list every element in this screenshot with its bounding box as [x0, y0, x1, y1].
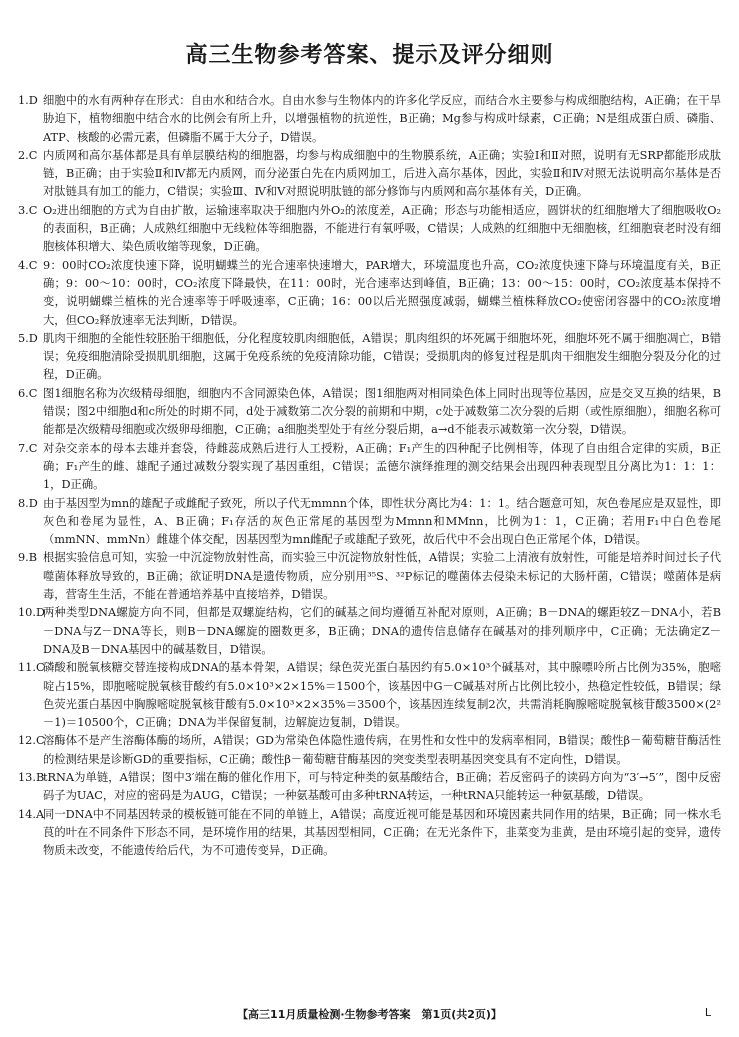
answer-number: 13.B	[18, 770, 45, 784]
footer-mark: L	[704, 1006, 711, 1019]
answer-number: 4.C	[18, 258, 38, 272]
answer-explanation: O₂进出细胞的方式为自由扩散，运输速率取决于细胞内外O₂的浓度差，A正确；形态与功能相适应，圆饼状的红细胞增大了细胞吸收O₂的表面积，B正确；人成熟红细胞中无线粒体等细胞器，不能进行有氧呼吸，C错误；人成熟的红细胞中无细胞核，红细胞衰老时没有细胞核体积增大、染色质收缩等现象，D正确。	[43, 203, 721, 254]
answer-number: 14.A	[18, 807, 45, 821]
page-title: 高三生物参考答案、提示及评分细则	[185, 43, 554, 68]
answer-explanation: 两种类型DNA螺旋方向不同，但都是双螺旋结构，它们的碱基之间均遵循互补配对原则，A正确；B－DNA的螺距较Z－DNA小，若B－DNA与Z－DNA等长，则B－DNA螺旋的圈数更多，B正确；DNA的遗传信息储存在碱基对的排列顺序中，C正确；无法确定Z－DNA及B－DNA基因中的碱基数目，D错误。	[43, 606, 721, 656]
answer-number: 9.B	[18, 551, 38, 565]
answer-explanation: 内质网和高尔基体都是具有单层膜结构的细胞器，均参与构成细胞中的生物膜系统，A正确；实验Ⅰ和Ⅱ对照，说明有无SRP都能形成肽链，B正确；由于实验Ⅱ和Ⅳ都无内质网，而分泌蛋白先在内质网加工，后进入高尔基体，因此，实验Ⅱ和Ⅳ对照无法说明高尔基体是否对肽链具有加工的能力，C错误；实验Ⅲ、Ⅳ和Ⅴ对照说明肽链的部分修饰与内质网和高尔基体有关，D正确。	[43, 148, 721, 199]
answer-number: 12.C	[18, 734, 45, 748]
answer-number: 6.C	[18, 386, 38, 400]
answer-item	[18, 92, 721, 147]
answer-list	[18, 92, 721, 860]
answer-number: 3.C	[18, 203, 38, 217]
answer-number: 5.D	[18, 331, 38, 345]
answer-item	[18, 147, 721, 202]
answer-explanation: 根据实验信息可知，实验一中沉淀物放射性高，而实验三中沉淀物放射性低，A错误；实验二上清液有放射性，可能是培养时间过长子代噬菌体释放导致的，B正确；欲证明DNA是遗传物质，应分别用³⁵S、³²P标记的噬菌体去侵染未标记的大肠杆菌，C错误；噬菌体是病毒，营寄生生活，不能在普通培养基中直接培养，D错误。	[43, 551, 721, 602]
answer-number: 10.D	[18, 606, 46, 620]
answer-item	[18, 202, 721, 257]
answer-number: 2.C	[18, 148, 38, 162]
answer-number: 7.C	[18, 441, 38, 455]
answer-explanation: 同一DNA中不同基因转录的模板链可能在不同的单链上，A错误；高度近视可能是基因和环境因素共同作用的结果，B正确；同一株水毛茛的叶在不同条件下形态不同，是环境作用的结果，其基因型相同，C正确；在无光条件下，韭菜变为韭黄，是由环境引起的变异，遗传物质未改变，不能遗传给后代，为不可遗传变异，D正确。	[43, 807, 721, 858]
answer-explanation: 肌肉干细胞的全能性较胚胎干细胞低，分化程度较肌肉细胞低，A错误；肌肉组织的坏死属于细胞坏死，细胞坏死不属于细胞凋亡，B错误；免疫细胞清除受损肌肌细胞，这属于免疫系统的免疫清除功能，C错误；受损肌肉的修复过程是肌肉干细胞发生细胞分裂及分化的过程，D正确。	[43, 331, 721, 382]
answer-item	[18, 330, 721, 385]
answer-item	[18, 604, 721, 659]
answer-item	[18, 732, 721, 769]
page-footer: 【高三11月质量检测·生物参考答案 第1页(共2页)】	[237, 1008, 502, 1021]
answer-explanation: 对杂交亲本的母本去雄并套袋，待雌蕊成熟后进行人工授粉，A正确；F₁产生的四种配子比例相等，体现了自由组合定律的实质，B正确；F₁产生的雌、雄配子通过减数分裂实现了基因重组，C错误；孟德尔演绎推理的测交结果会出现四种表现型且分离比为1：1：1：1，D正确。	[43, 441, 721, 492]
answer-item	[18, 549, 721, 604]
answer-explanation: tRNA为单链，A错误；图中3′端在酶的催化作用下，可与特定种类的氨基酸结合，B正确；若反密码子的读码方向为“3′→5′”，图中反密码子为UAC，对应的密码是为AUG，C错误；一种氨基酸可由多种tRNA转运，一种tRNA只能转运一种氨基酸，D错误。	[43, 770, 721, 803]
answer-explanation: 由于基因型为mn的雄配子或雌配子致死，所以子代无mmnn个体，即性状分离比为4：1：1。结合题意可知，灰色卷尾应是双显性，即灰色和卷尾为显性，A、B正确；F₁存活的灰色正常尾的基因型为Mmnn和MMnn，比例为1：1，C正确；若用F₁中白色卷尾（mmNN、mmNn）雌雄个体交配，因基因型为mn雌配子或雄配子致死，故后代中不会出现白色正常尾个体，D错误。	[43, 496, 721, 547]
answer-item	[18, 495, 721, 550]
answer-item	[18, 440, 721, 495]
answer-item	[18, 769, 721, 806]
answer-explanation: 9：00时CO₂浓度快速下降，说明蝴蝶兰的光合速率快速增大，PAR增大，环境温度也升高，CO₂浓度快速下降与环境温度有关，B正确；9：00～10：00时，CO₂浓度下降最快，在11：00时，光合速率达到峰值，B正确；13：00～15：00时，CO₂浓度基本保持不变，说明蝴蝶兰植株的光合速率等于呼吸速率，C正确；16：00以后光照强度减弱，蝴蝶兰植株释放CO₂使密闭容器中的CO₂浓度增大，但CO₂释放速率无法判断，D错误。	[43, 258, 721, 327]
answer-explanation: 细胞中的水有两种存在形式：自由水和结合水。自由水参与生物体内的许多化学反应，而结合水主要参与构成细胞结构，A正确；在干旱胁迫下，植物细胞中结合水的比例会有所上升，以增强植物的抗逆性，B正确；Mg参与构成叶绿素，C正确；N是组成蛋白质、磷脂、ATP、核酸的必需元素，但磷脂不属于大分子，D错误。	[43, 94, 721, 144]
answer-number: 1.D	[18, 94, 38, 107]
answer-explanation: 磷酸和脱氧核糖交替连接构成DNA的基本骨架，A错误；绿色荧光蛋白基因约有5.0×10³个碱基对，其中腺嘌呤所占比例为35%，胞嘧啶占15%，即胞嘧啶脱氧核苷酸约有5.0×10³×2×15%＝1500个，该基因中G－C碱基对所占比例比较小，热稳定性较低，B错误；绿色荧光蛋白基因中胸腺嘧啶脱氧核苷酸有5.0×10³×2×35%＝3500个，该基因连续复制2次，共需消耗胸腺嘧啶脱氧核苷酸3500×(2²－1)＝10500个，C正确；DNA为半保留复制，边解旋边复制，D错误。	[43, 661, 721, 730]
answer-item	[18, 659, 721, 732]
answer-item	[18, 806, 721, 861]
answer-item	[18, 257, 721, 330]
answer-number: 11.C	[18, 661, 45, 675]
answer-number: 8.D	[18, 496, 38, 510]
answer-item	[18, 385, 721, 440]
answer-explanation: 溶酶体不是产生溶酶体酶的场所，A错误；GD为常染色体隐性遗传病，在男性和女性中的发病率相同，B错误；酸性β－葡萄糖苷酶活性的检测结果是诊断GD的重要指标，C正确；酸性β－葡萄糖苷酶基因的突变类型表明基因突变具有不定向性，D错误。	[43, 734, 721, 766]
answer-explanation: 图1细胞名称为次级精母细胞，细胞内不含同源染色体，A错误；图1细胞两对相同染色体上同时出现等位基因，应是交叉互换的结果，B错误；图2中细胞d和c所处的时期不同，d处于减数第二次分裂的前期和中期，c处于减数第二次分裂的后期（或性原细胞），细胞名称可能都是次级精母细胞或次级卵母细胞，C正确；a细胞类型处于有丝分裂后期，a→d不能表示减数第一次分裂，D错误。	[43, 386, 721, 437]
